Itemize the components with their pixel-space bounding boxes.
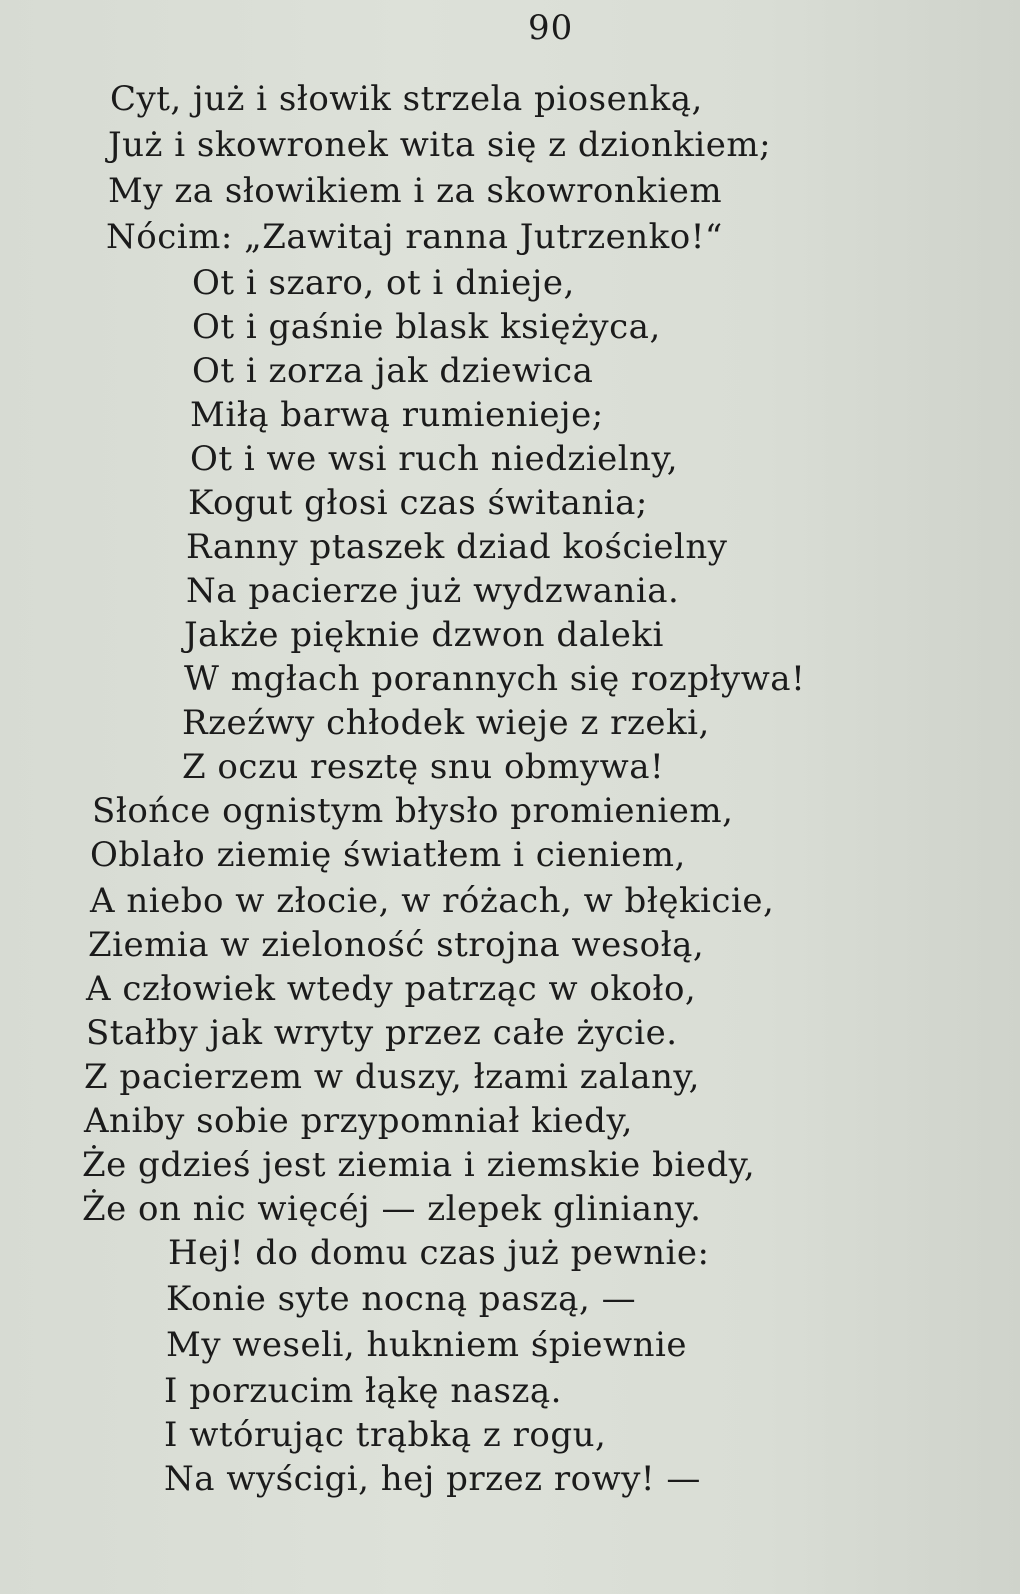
poem-line: Rzeźwy chłodek wieje z rzeki, bbox=[182, 703, 710, 743]
poem-line: I porzucim łąkę naszą. bbox=[164, 1371, 562, 1411]
poem-line: Ot i we wsi ruch niedzielny, bbox=[190, 439, 679, 479]
poem-line: Oblało ziemię światłem i cieniem, bbox=[90, 835, 686, 875]
poem-line: Jakże pięknie dzwon daleki bbox=[184, 615, 664, 655]
poem-line: Miłą barwą rumienieje; bbox=[190, 395, 604, 435]
poem-line: A człowiek wtedy patrząc w około, bbox=[86, 969, 697, 1009]
poem-line: My weseli, hukniem śpiewnie bbox=[166, 1325, 688, 1365]
poem-line: Na pacierze już wydzwania. bbox=[186, 571, 680, 611]
poem-line: Że gdzieś jest ziemia i ziemskie biedy, bbox=[82, 1145, 756, 1185]
poem-line: Z pacierzem w duszy, łzami zalany, bbox=[84, 1057, 700, 1097]
poem-line: Stałby jak wryty przez całe życie. bbox=[86, 1013, 678, 1053]
poem-line: Ranny ptaszek dziad kościelny bbox=[186, 527, 728, 567]
poem-line: Już i skowronek wita się z dzionkiem; bbox=[108, 125, 772, 165]
poem-line: Ot i szaro, ot i dnieje, bbox=[192, 263, 575, 303]
poem-line: Słońce ognistym błysło promieniem, bbox=[92, 791, 734, 831]
poem-line: I wtórując trąbką z rogu, bbox=[164, 1415, 607, 1455]
poem-line: Hej! do domu czas już pewnie: bbox=[168, 1233, 710, 1273]
poem-line: Nócim: „Zawitaj ranna Jutrzenko!“ bbox=[106, 217, 723, 257]
poem-line: My za słowikiem i za skowronkiem bbox=[108, 171, 723, 211]
poem-line: Cyt, już i słowik strzela piosenką, bbox=[110, 79, 703, 119]
poem-line: A niebo w złocie, w różach, w błękicie, bbox=[90, 881, 775, 921]
poem-line: Ziemia w zieloność strojna wesołą, bbox=[88, 925, 705, 965]
poem-line: Z oczu resztę snu obmywa! bbox=[182, 747, 665, 787]
poem-line: Kogut głosi czas świtania; bbox=[188, 483, 648, 523]
poem-line: Ot i zorza jak dziewica bbox=[192, 351, 594, 391]
poem-line: W mgłach porannych się rozpływa! bbox=[184, 659, 806, 699]
page-number: 90 bbox=[528, 8, 574, 48]
poem-line: Ot i gaśnie blask księżyca, bbox=[192, 307, 661, 347]
poem-line: Na wyścigi, hej przez rowy! — bbox=[164, 1459, 701, 1499]
poem-line: Że on nic więcéj — zlepek gliniany. bbox=[82, 1189, 702, 1229]
poem-line: Aniby sobie przypomniał kiedy, bbox=[84, 1101, 633, 1141]
poem-line: Konie syte nocną paszą, — bbox=[166, 1279, 637, 1319]
